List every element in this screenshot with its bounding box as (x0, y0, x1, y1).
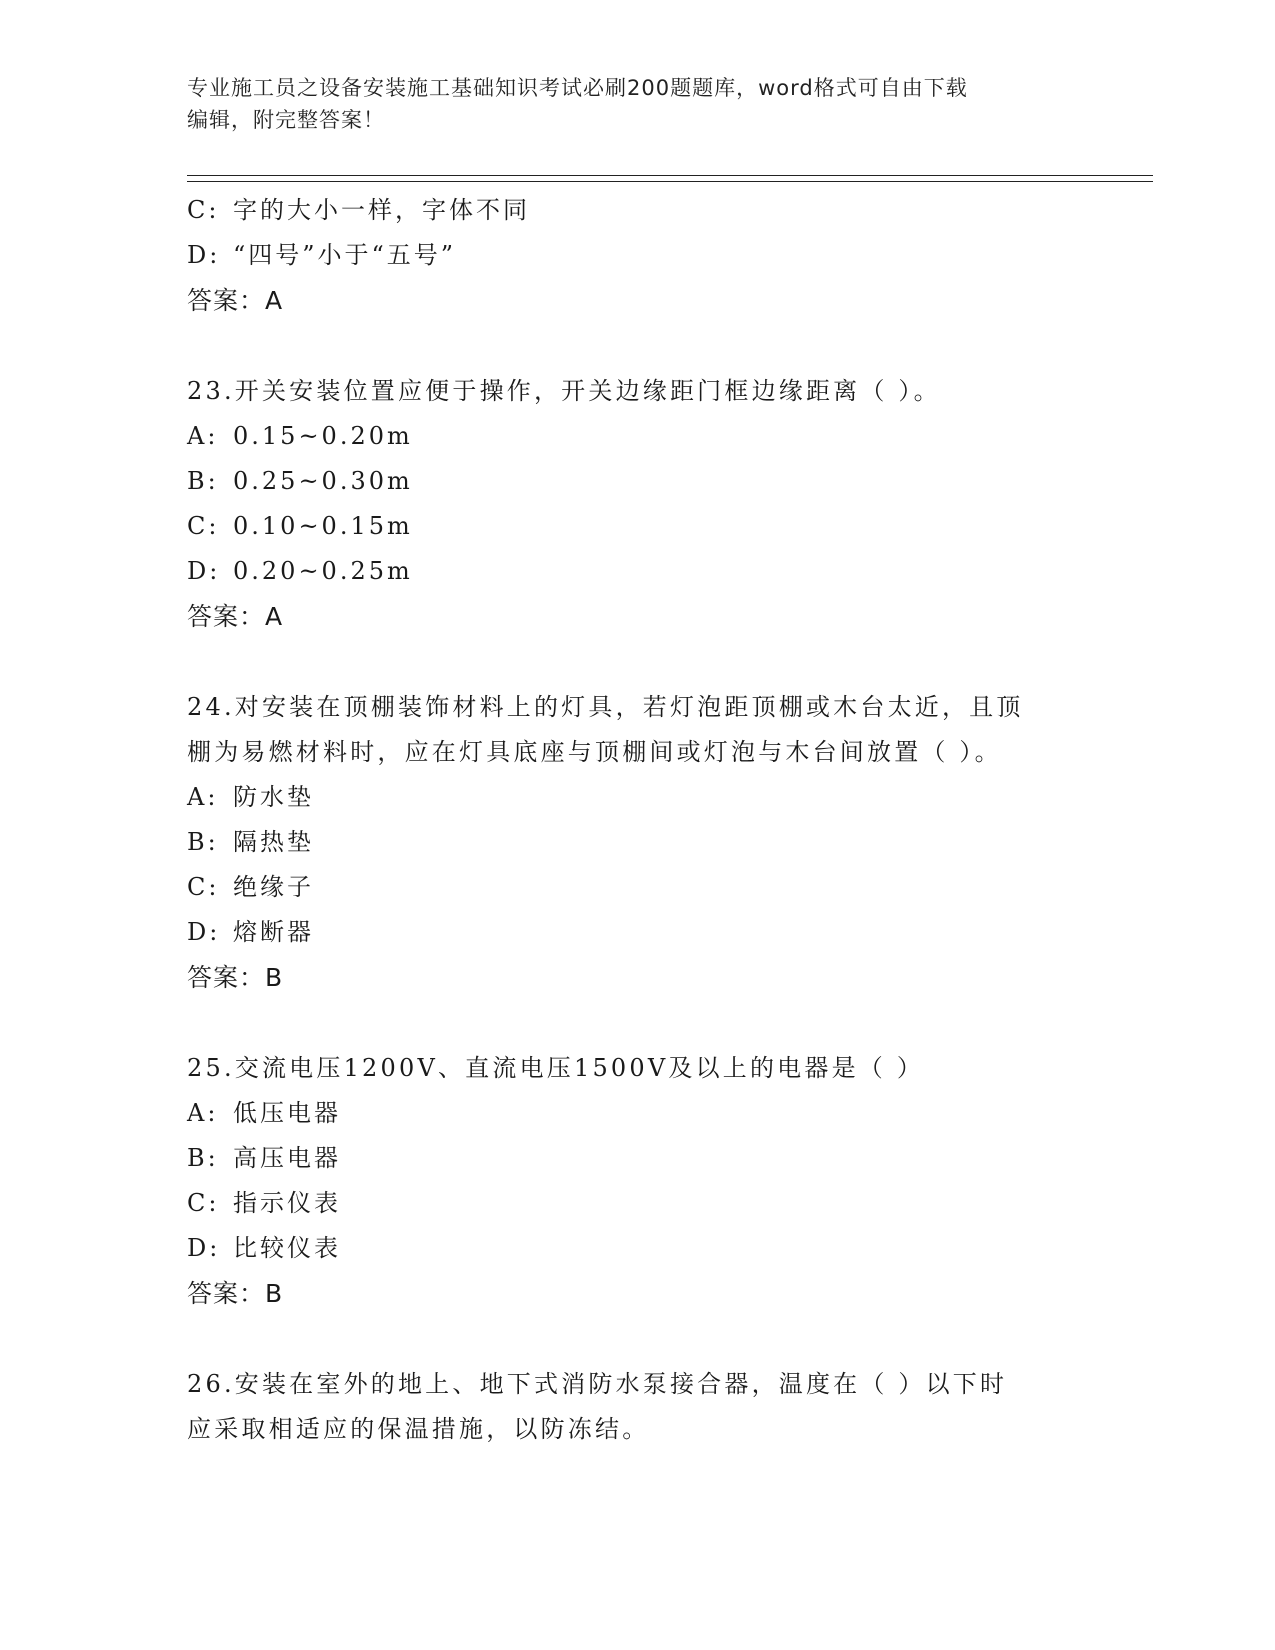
option-key: D: (187, 1234, 221, 1262)
option-key: C: (187, 873, 220, 901)
option-text: 高压电器 (233, 1144, 341, 1172)
answer-line: 答案：A (187, 602, 284, 631)
spacer (187, 639, 1087, 685)
option-text: 0.10~0.15m (233, 512, 413, 540)
option-line (187, 910, 1087, 955)
option-text: 防水垫 (233, 783, 314, 811)
option-line (187, 414, 1087, 459)
spacer (187, 1316, 1087, 1362)
question-block (187, 369, 1087, 639)
question-block (187, 1362, 1087, 1452)
option-key: C: (187, 512, 220, 540)
spacer (187, 323, 1087, 369)
option-key: B: (187, 467, 219, 495)
answer-line: 答案：B (187, 1279, 284, 1308)
option-text: “四号”小于“五号” (233, 241, 457, 269)
header-rule-top (187, 175, 1153, 176)
option-text: 低压电器 (233, 1099, 341, 1127)
option-text: 熔断器 (233, 918, 314, 946)
option-key: B: (187, 1144, 219, 1172)
option-key: D: (187, 918, 221, 946)
document-header (187, 72, 1087, 136)
option-key: C: (187, 1189, 220, 1217)
option-key: D: (187, 557, 221, 585)
option-text: 字的大小一样，字体不同 (233, 196, 530, 224)
option-text: 0.25~0.30m (233, 467, 413, 495)
option-line (187, 1181, 1087, 1226)
answer-line: 答案：A (187, 286, 284, 315)
option-text: 比较仪表 (233, 1234, 341, 1262)
option-line (187, 504, 1087, 549)
option-text: 隔热垫 (233, 828, 314, 856)
option-line (187, 865, 1087, 910)
option-key: D: (187, 241, 221, 269)
option-key: A: (187, 783, 219, 811)
option-text: 指示仪表 (233, 1189, 341, 1217)
option-key: A: (187, 422, 219, 450)
question-stem: 23.开关安装位置应便于操作，开关边缘距门框边缘距离（ ）。 (187, 377, 941, 405)
question-stem: 24.对安装在顶棚装饰材料上的灯具，若灯泡距顶棚或木台太近，且顶 (187, 693, 1024, 721)
header-rule-bottom (187, 181, 1153, 182)
option-text: 0.20~0.25m (233, 557, 413, 585)
question-stem: 棚为易燃材料时，应在灯具底座与顶棚间或灯泡与木台间放置（ ）。 (187, 738, 1002, 766)
option-line (187, 459, 1087, 504)
option-key: A: (187, 1099, 219, 1127)
question-block (187, 685, 1087, 1000)
answer-line: 答案：B (187, 963, 284, 992)
header-title-line-1: 专业施工员之设备安装施工基础知识考试必刷200题题库，word格式可自由下载 (187, 76, 968, 100)
header-title-line-2: 编辑，附完整答案！ (187, 108, 385, 132)
question-block (187, 1046, 1087, 1316)
option-key: B: (187, 828, 219, 856)
option-line (187, 233, 1087, 278)
question-stem: 应采取相适应的保温措施，以防冻结。 (187, 1415, 650, 1443)
option-line (187, 775, 1087, 820)
question-content (187, 188, 1087, 1452)
question-stem: 26.安装在室外的地上、地下式消防水泵接合器，温度在（ ）以下时 (187, 1370, 1008, 1398)
option-text: 绝缘子 (233, 873, 314, 901)
option-line (187, 1226, 1087, 1271)
previous-question-tail (187, 188, 1087, 323)
option-line (187, 1136, 1087, 1181)
option-text: 0.15~0.20m (233, 422, 413, 450)
option-key: C: (187, 196, 220, 224)
option-line (187, 188, 1087, 233)
spacer (187, 1000, 1087, 1046)
question-stem: 25.交流电压1200V、直流电压1500V及以上的电器是（ ） (187, 1054, 925, 1082)
option-line (187, 820, 1087, 865)
option-line (187, 1091, 1087, 1136)
option-line (187, 549, 1087, 594)
